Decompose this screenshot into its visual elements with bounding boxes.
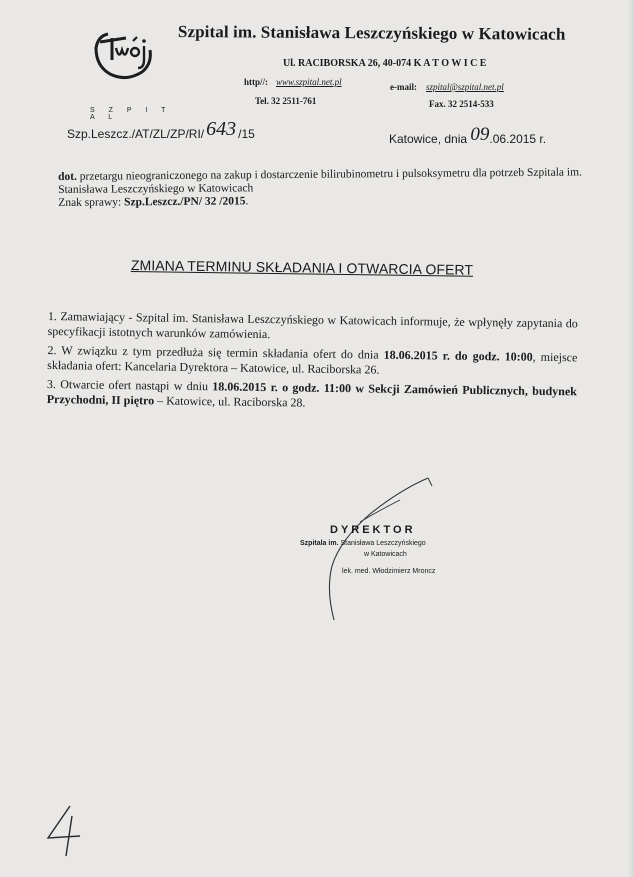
stamp-org-rest: Stanisława Leszczyńskiego bbox=[340, 540, 426, 547]
logo-wordmark: S Z P I T A L bbox=[90, 107, 172, 121]
hospital-name: Szpital im. Stanisława Leszczyńskiego w Katowicach bbox=[177, 22, 566, 44]
case-label: Znak sprawy: bbox=[58, 196, 122, 209]
email-link[interactable]: szpital@szpital.net.pl bbox=[426, 82, 504, 92]
case-number: Szp.Leszcz./PN/ 32 /2015 bbox=[124, 195, 246, 209]
hospital-phone: Tel. 32 2511-761 bbox=[255, 96, 317, 106]
hospital-street: Ul. RACIBORSKA 26, 40-074 K A T O W I C E bbox=[283, 58, 487, 69]
paragraph-3-opening: 18.06.2015 r. o godz. 11:00 w Sekcji Zamówień Publicznych, budynek Przychodni, II piętro bbox=[46, 379, 577, 407]
paragraph-3-address: – Katowice, ul. Raciborska 28. bbox=[154, 392, 306, 410]
scan-edge-shadow bbox=[628, 0, 634, 877]
date-prefix: Katowice, dnia bbox=[389, 132, 468, 146]
date-suffix: .06.2015 r. bbox=[489, 132, 547, 146]
stamp-city: w Katowicach bbox=[364, 551, 407, 558]
paragraph-2-text: 2. W związku z tym przedłuża się termin składania ofert do dnia bbox=[47, 342, 379, 362]
announcement-body bbox=[47, 309, 578, 418]
stamp-org-bold: Szpitala im. bbox=[300, 540, 339, 547]
hospital-logo bbox=[86, 26, 172, 121]
handwritten-signature bbox=[290, 470, 490, 630]
paragraph-2-deadline: 18.06.2015 r. do godz. 10:00 bbox=[383, 347, 533, 364]
paragraph-2-place: , miejsce składania ofert: Kancelaria Dyrektora – Katowice, ul. Raciborska 26. bbox=[47, 349, 578, 377]
www-link[interactable]: www.szpital.net.pl bbox=[276, 77, 342, 87]
reference-prefix: Szp.Leszcz./AT/ZL/ZP/RI/ bbox=[67, 127, 205, 141]
document-date bbox=[389, 124, 547, 149]
www-label: http//: bbox=[244, 77, 269, 87]
handwritten-date-day: 09 bbox=[470, 124, 490, 145]
hospital-fax: Fax. 32 2514-533 bbox=[429, 99, 494, 109]
subject-label: dot. bbox=[58, 170, 77, 183]
subject-text: przetargu nieograniczonego na zakup i dostarczenie bilirubinometru i pulsoksymetru dla potrzeb Szpitala im. Stanisława Leszczyńskiego w Katowicach bbox=[58, 166, 582, 196]
paragraph-3 bbox=[47, 377, 577, 413]
paragraph-1: 1. Zamawiający - Szpital im. Stanisława Leszczyńskiego w Katowicach informuje, że wpłynęły zapytania do specyfikacji istotnych warunków zamówienia. bbox=[47, 309, 578, 341]
paragraph-2 bbox=[47, 343, 577, 379]
stamp-organization bbox=[300, 540, 426, 547]
page-title: ZMIANA TERMINU SKŁADANIA I OTWARCIA OFERT bbox=[130, 257, 474, 278]
handwritten-page-number bbox=[40, 800, 90, 860]
twoj-logo-icon bbox=[86, 26, 172, 106]
paragraph-3-text: 3. Otwarcie ofert nastąpi w dniu bbox=[46, 376, 209, 394]
handwritten-reference-number: 643 bbox=[206, 118, 237, 140]
subject-block: dot. przetargu nieograniczonego na zakup i dostarczenie bilirubinometru i pulsoksymetru dla potrzeb Szpitala im. Stanisława Leszczyńskiego w Katowicach Znak sprawy: Szp.Leszcz./PN/ 32 /2015. bbox=[58, 166, 582, 209]
reference-suffix: /15 bbox=[238, 127, 255, 141]
stamp-director-name: lek. med. Włodzimierz Mroncz bbox=[342, 568, 436, 575]
stamp-title: DYREKTOR bbox=[330, 524, 416, 536]
email-label: e-mail: bbox=[390, 82, 417, 92]
reference-number bbox=[67, 118, 255, 144]
